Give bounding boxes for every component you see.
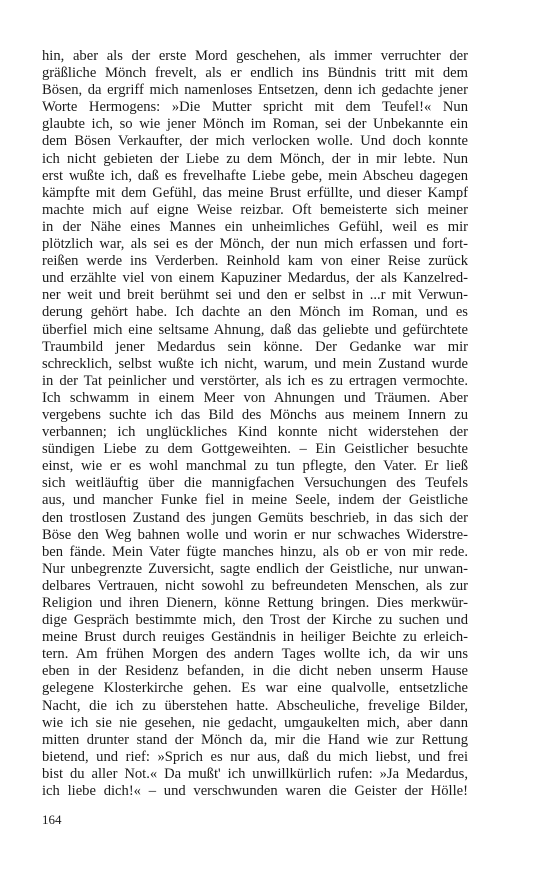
text-line: und erzählte viel von einem Kapuziner Medardus, der als Kanzelred- xyxy=(42,270,468,287)
text-line: dige Gespräch bestimmte mich, den Trost der Kirche zu suchen und xyxy=(42,612,468,629)
text-line: machte mich auf eigne Weise reizbar. Oft bemeisterte sich meiner xyxy=(42,201,468,218)
text-line: Böse den Weg bahnen wolle und worin er nur schwaches Widerstre- xyxy=(42,526,468,543)
text-line: gräßliche Mönch frevelt, als er endlich ins Bündnis tritt mit dem xyxy=(42,65,468,82)
text-line: delbares Vertrauen, nicht sowohl zu befreundeten Menschen, als zur xyxy=(42,577,468,594)
text-line: bist du aller Not.« Da mußt' ich unwillkürlich rufen: »Ja Medardus, xyxy=(42,765,468,782)
text-line: plötzlich war, als sei es der Mönch, der nun mich erfassen und fort- xyxy=(42,236,468,253)
text-line: Traumbild jener Medardus sein könne. Der Gedanke war mir xyxy=(42,338,468,355)
text-line: Nur unbegrenzte Zuversicht, sagte endlich der Geistliche, nur unwan- xyxy=(42,560,468,577)
text-line: ner weit und breit berühmt sei und den er selbst in ...r mit Verwun- xyxy=(42,287,468,304)
text-line: eben in der Residenz befanden, in die dicht neben unserm Hause xyxy=(42,663,468,680)
text-line: meine Brust durch reuiges Geständnis in heiliger Beichte zu erleich- xyxy=(42,629,468,646)
text-line: Nacht, die ich zu überstehen hatte. Abscheuliche, frevelige Bilder, xyxy=(42,697,468,714)
text-line: wie ich sie nie gesehen, nie gedacht, umgaukelten mich, aber dann xyxy=(42,714,468,731)
text-line: Religion und ihren Dienern, könne Rettung bringen. Dies merkwür- xyxy=(42,595,468,611)
text-line: erst wußte ich, daß es frevelhafte Liebe gebe, mein Abscheu dagegen xyxy=(42,167,468,184)
text-line: tern. Am frühen Morgen des andern Tages wollte ich, da wir uns xyxy=(42,646,468,663)
text-line: derung gehört habe. Ich dachte an den Mönch im Roman, und es xyxy=(42,304,468,321)
text-line: in der Nähe eines Mannes ein unheimliches Gefühl, weil es mir xyxy=(42,218,468,235)
text-line: Bösen, da ergriff mich namenloses Entsetzen, denn ich gedachte jener xyxy=(42,82,468,99)
text-line: einst, wie er es wohl manchmal zu tun pflegte, den Vater. Er ließ xyxy=(42,458,468,475)
text-line: den trostlosen Zustand des jungen Gemüts beschrieb, in das sich der xyxy=(42,509,468,526)
text-line: Ich schwamm in einem Meer von Ahnungen und Träumen. Aber xyxy=(42,389,468,406)
text-line: vergebens suchte ich das Bild des Mönchs aus meinem Innern zu xyxy=(42,406,468,423)
text-line: gelegene Klosterkirche gehen. Es war eine qualvolle, entsetzliche xyxy=(42,680,468,697)
text-line: Worte Hermogens: »Die Mutter spricht mit dem Teufel!« Nun xyxy=(42,99,468,116)
text-line: ich nicht gebieten der Liebe zu dem Mönch, der in mir lebte. Nun xyxy=(42,150,468,167)
text-line: dem Bösen Verkaufter, der mich verlocken wolle. Und doch konnte xyxy=(42,133,468,150)
body-text xyxy=(42,48,468,800)
text-line: sündigen Liebe zu dem Gottgeweihten. – Ein Geistlicher besuchte xyxy=(42,441,468,458)
page-number: 164 xyxy=(42,812,62,827)
text-line: sich weitläuftig über die mannigfachen Versuchungen des Teufels xyxy=(42,475,468,492)
text-line: mitten drunter stand der Mönch da, mir die Hand wie zur Rettung xyxy=(42,731,468,748)
text-line: überfiel mich eine seltsame Ahnung, daß das geliebte und gefürchtete xyxy=(42,321,468,338)
text-line: ich liebe dich!« – und verschwunden waren die Geister der Hölle! xyxy=(42,783,468,800)
text-line: verbannen; ich unglückliches Kind konnte nicht widerstehen der xyxy=(42,424,468,441)
text-line: schrecklich, selbst wußte ich nicht, warum, und mein Zustand wurde xyxy=(42,355,468,372)
text-line: hin, aber als der erste Mord geschehen, als immer verruchter der xyxy=(42,48,468,64)
text-line: ben fände. Mein Vater fügte manches hinzu, als ob er von mir rede. xyxy=(42,543,468,560)
text-line: bietend, und rief: »Sprich es nur aus, daß du mich liebst, und frei xyxy=(42,748,468,765)
text-line: aus, und mancher Funke fiel in meine Seele, indem der Geistliche xyxy=(42,492,468,509)
text-line: glaubte ich, so wie jener Mönch im Roman, sei der Unbekannte ein xyxy=(42,116,468,133)
text-line: in der Tat peinlicher und verstörter, als ich es zu ertragen vermochte. xyxy=(42,372,468,389)
text-line: kämpfte mit dem Gefühl, das meine Brust erfüllte, und dieser Kampf xyxy=(42,184,468,201)
text-line: reißen werde ins Verderben. Reinhold kam von einer Reise zurück xyxy=(42,253,468,270)
